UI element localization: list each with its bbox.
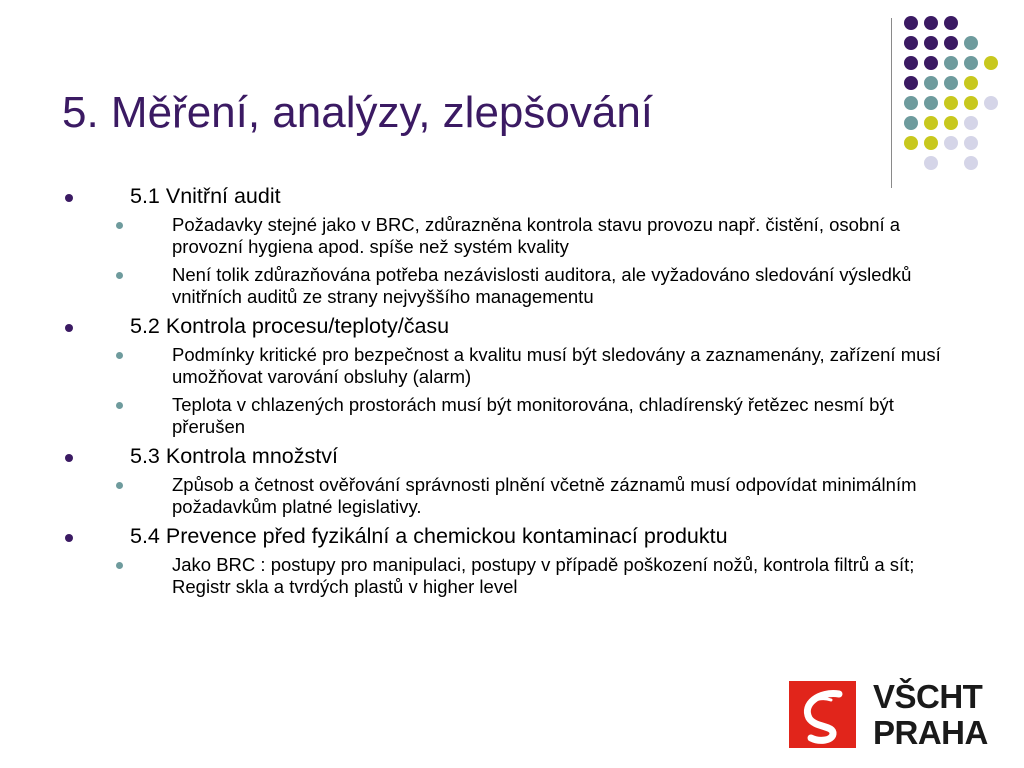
decorative-dot (924, 76, 938, 90)
decorative-dot (924, 116, 938, 130)
list-item (172, 554, 960, 598)
bullet-icon (65, 194, 73, 202)
sub-bullet-icon (116, 352, 123, 359)
section-heading (60, 184, 960, 209)
logo-wordmark (873, 679, 988, 751)
decorative-dot (984, 56, 998, 70)
decorative-dot (924, 96, 938, 110)
decorative-dot (944, 116, 958, 130)
section-heading-text: 5.4 Prevence před fyzikální a chemickou kontaminací produktu (130, 524, 728, 548)
list-item-text: Jako BRC : postupy pro manipulaci, postupy v případě poškození nožů, kontrola filtrů a sít; Registr skla a tvrdých plastů v higher level (172, 554, 915, 597)
decorative-dot (904, 16, 918, 30)
decorative-dot (944, 76, 958, 90)
decorative-dot (904, 136, 918, 150)
sub-bullet-icon (116, 402, 123, 409)
section-heading (60, 314, 960, 339)
list-item-text: Není tolik zdůrazňována potřeba nezávislosti auditora, ale vyžadováno sledování výsledků vnitřních auditů ze strany nejvyššího managementu (172, 264, 912, 307)
logo-line-2: PRAHA (873, 714, 988, 751)
list-item-text: Způsob a četnost ověřování správnosti plnění včetně záznamů musí odpovídat minimálním požadavkům platné legislativy. (172, 474, 917, 517)
slide-content (60, 184, 960, 604)
vertical-divider (891, 18, 892, 188)
vscht-logo-mark-icon (789, 681, 856, 748)
decorative-dot (984, 96, 998, 110)
decorative-dot (924, 16, 938, 30)
list-item-text: Teplota v chlazených prostorách musí být monitorována, chladírenský řetězec nesmí být přerušen (172, 394, 894, 437)
section-heading-text: 5.2 Kontrola procesu/teploty/času (130, 314, 450, 338)
decorative-dot (904, 96, 918, 110)
decorative-dot (964, 156, 978, 170)
sub-bullet-icon (116, 562, 123, 569)
bullet-icon (65, 454, 73, 462)
decorative-dot (964, 56, 978, 70)
decorative-dot (924, 56, 938, 70)
sub-bullet-icon (116, 222, 123, 229)
decorative-dot (964, 136, 978, 150)
decorative-dot (924, 136, 938, 150)
section-heading (60, 524, 960, 549)
sub-bullet-icon (116, 272, 123, 279)
section-heading-text: 5.3 Kontrola množství (130, 444, 338, 468)
decorative-dot (964, 96, 978, 110)
logo-line-1: VŠCHT (873, 678, 983, 715)
decorative-dot (964, 76, 978, 90)
decorative-dot (944, 56, 958, 70)
slide-title: 5. Měření, analýzy, zlepšování (62, 88, 654, 137)
decorative-dot (944, 136, 958, 150)
list-item (172, 214, 960, 258)
decorative-dot (964, 36, 978, 50)
decorative-dot (964, 116, 978, 130)
sub-bullet-icon (116, 482, 123, 489)
bullet-icon (65, 534, 73, 542)
decorative-dot (944, 36, 958, 50)
list-item (172, 344, 960, 388)
decorative-dot (924, 156, 938, 170)
section-heading-text: 5.1 Vnitřní audit (130, 184, 281, 208)
list-item-text: Požadavky stejné jako v BRC, zdůrazněna kontrola stavu provozu např. čistění, osobní a provozní hygiena apod. spíše než systém kvality (172, 214, 901, 257)
list-item (172, 264, 960, 308)
list-item-text: Podmínky kritické pro bezpečnost a kvalitu musí být sledovány a zaznamenány, zařízení musí umožňovat varování obsluhy (alarm) (172, 344, 941, 387)
decorative-dot (904, 76, 918, 90)
decorative-dot (944, 16, 958, 30)
section-heading (60, 444, 960, 469)
list-item (172, 474, 960, 518)
decorative-dot-grid (902, 14, 1012, 174)
decorative-dot (944, 96, 958, 110)
bullet-icon (65, 324, 73, 332)
decorative-dot (904, 56, 918, 70)
list-item (172, 394, 960, 438)
decorative-dot (924, 36, 938, 50)
decorative-dot (904, 116, 918, 130)
decorative-dot (904, 36, 918, 50)
vscht-logo (789, 679, 999, 751)
